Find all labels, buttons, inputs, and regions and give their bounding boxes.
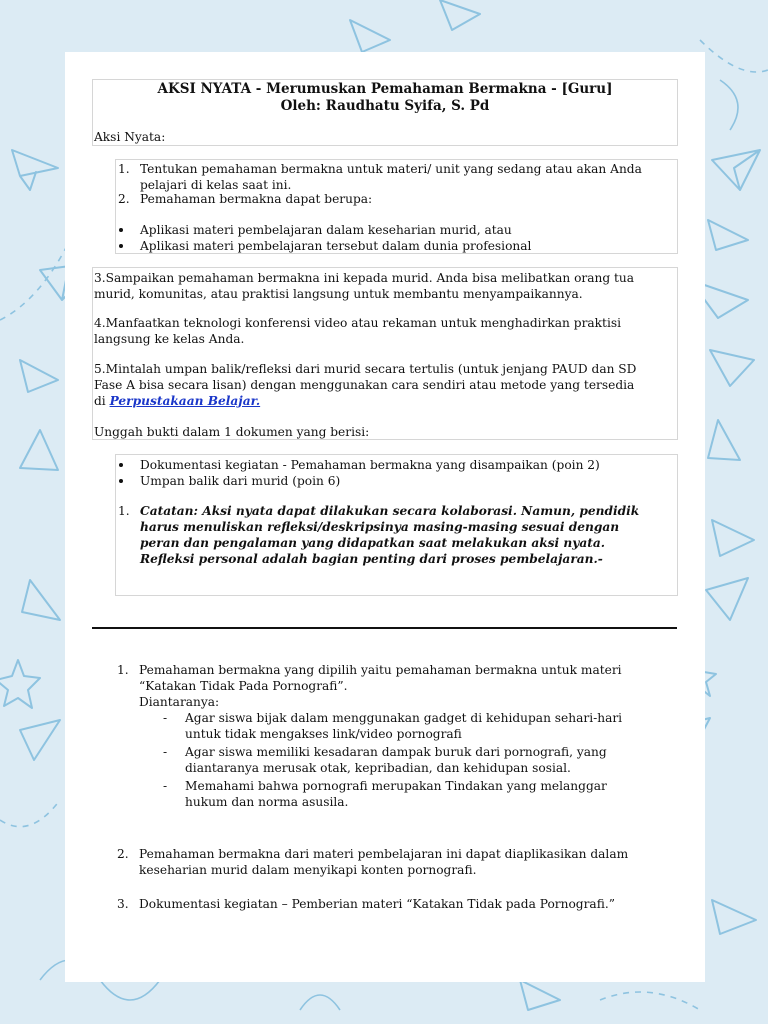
paper-plane-icon (708, 420, 740, 460)
paper-plane-icon (440, 0, 480, 30)
step-4-line-1: 4.Manfaatkan teknologi konferensi video atau rekaman untuk menghadirkan praktisi (94, 316, 622, 330)
step-1-number: 1. (118, 162, 130, 176)
answer-2-number: 2. (117, 847, 129, 861)
dash-item-1-line-2: untuk tidak mengakses link/video pornografi (185, 727, 462, 741)
document-title: AKSI NYATA - Merumuskan Pemahaman Bermakna - [Guru] (157, 81, 613, 97)
perpustakaan-belajar-link[interactable]: Perpustakaan Belajar. (109, 394, 261, 408)
document-page (65, 52, 705, 982)
step-5-line-3 (94, 393, 260, 409)
paper-plane-icon (712, 150, 760, 190)
bullet-icon (119, 228, 123, 232)
paper-plane-icon (12, 150, 58, 190)
note-line-4: Refleksi personal adalah bagian penting dari proses pembelajaran.- (140, 552, 603, 566)
paper-plane-icon (350, 20, 390, 52)
steps-box-1 (115, 159, 678, 254)
step-1-line-1: Tentukan pemahaman bermakna untuk materi/ unit yang sedang atau akan Anda (140, 162, 642, 176)
dash-marker: - (163, 779, 168, 793)
step-1-line-2: pelajari di kelas saat ini. (140, 178, 292, 192)
answer-1-number: 1. (117, 663, 129, 677)
paper-plane-icon (20, 720, 60, 760)
bullet-icon (119, 479, 123, 483)
paper-plane-icon (520, 980, 560, 1010)
answer-1-line-3: Diantaranya: (139, 695, 220, 709)
bullet-icon (119, 463, 123, 467)
paper-plane-icon (712, 900, 756, 934)
answer-1-line-1: Pemahaman bermakna yang dipilih yaitu pemahaman bermakna untuk materi (139, 663, 622, 677)
step-3-line-2: murid, komunitas, atau praktisi langsung untuk membantu menyampaikannya. (94, 287, 583, 301)
dash-item-2-line-1: Agar siswa memiliki kesadaran dampak buruk dari pornografi, yang (185, 745, 607, 759)
bullet-icon (119, 244, 123, 248)
dash-marker: - (163, 711, 168, 725)
document-author: Oleh: Raudhatu Syifa, S. Pd (280, 98, 490, 114)
upload-instruction: Unggah bukti dalam 1 dokumen yang berisi: (94, 425, 370, 439)
answer-1-line-2: “Katakan Tidak Pada Pornografi”. (139, 679, 348, 693)
star-icon (0, 660, 40, 708)
paper-plane-icon (708, 220, 748, 250)
step-4-line-2: langsung ke kelas Anda. (94, 332, 245, 346)
box1-bullet-2: Aplikasi materi pembelajaran tersebut dalam dunia profesional (140, 239, 532, 253)
step-2-number: 2. (118, 192, 130, 206)
dash-item-1-line-1: Agar siswa bijak dalam menggunakan gadget di kehidupan sehari-hari (185, 711, 623, 725)
paper-plane-icon (710, 350, 754, 386)
section-divider (92, 627, 677, 629)
answer-2-line-1: Pemahaman bermakna dari materi pembelajaran ini dapat diaplikasikan dalam (139, 847, 629, 861)
note-number: 1. (118, 504, 130, 518)
dash-item-3-line-1: Memahami bahwa pornografi merupakan Tindakan yang melanggar (185, 779, 607, 793)
step-2-line-1: Pemahaman bermakna dapat berupa: (140, 192, 373, 206)
steps-box-2 (92, 267, 678, 440)
paper-plane-icon (706, 578, 748, 620)
dash-item-3-line-2: hukum dan norma asusila. (185, 795, 349, 809)
step-5-line-1: 5.Mintalah umpan balik/refleksi dari murid secara tertulis (untuk jenjang PAUD dan SD (94, 362, 637, 376)
dash-marker: - (163, 745, 168, 759)
step-5-prefix: di (94, 394, 110, 408)
paper-plane-icon (22, 580, 60, 620)
answer-3-number: 3. (117, 897, 129, 911)
paper-plane-icon (20, 360, 58, 392)
paper-plane-icon (712, 520, 754, 556)
evidence-box (115, 454, 678, 596)
step-5-line-2: Fase A bisa secara lisan) dengan menggunakan cara sendiri atau metode yang tersedia (94, 378, 635, 392)
note-line-2: harus menuliskan refleksi/deskripsinya masing-masing sesuai dengan (140, 520, 620, 534)
header-box (92, 79, 678, 146)
step-3-line-1: 3.Sampaikan pemahaman bermakna ini kepada murid. Anda bisa melibatkan orang tua (94, 271, 635, 285)
intro-label: Aksi Nyata: (94, 130, 166, 144)
answer-2-line-2: keseharian murid dalam menyikapi konten pornografi. (139, 863, 477, 877)
paper-plane-icon (20, 430, 58, 470)
evidence-bullet-1: Dokumentasi kegiatan - Pemahaman bermakna yang disampaikan (poin 2) (140, 458, 600, 472)
dash-item-2-line-2: diantaranya merusak otak, kepribadian, dan kehidupan sosial. (185, 761, 571, 775)
box1-bullet-1: Aplikasi materi pembelajaran dalam keseharian murid, atau (140, 223, 512, 237)
answer-3-line-1: Dokumentasi kegiatan – Pemberian materi “Katakan Tidak pada Pornografi.” (139, 897, 615, 911)
note-line-3: peran dan pengalaman yang didapatkan saat melakukan aksi nyata. (140, 536, 606, 550)
evidence-bullet-2: Umpan balik dari murid (poin 6) (140, 474, 341, 488)
note-line-1: Catatan: Aksi nyata dapat dilakukan secara kolaborasi. Namun, pendidik (140, 504, 640, 518)
